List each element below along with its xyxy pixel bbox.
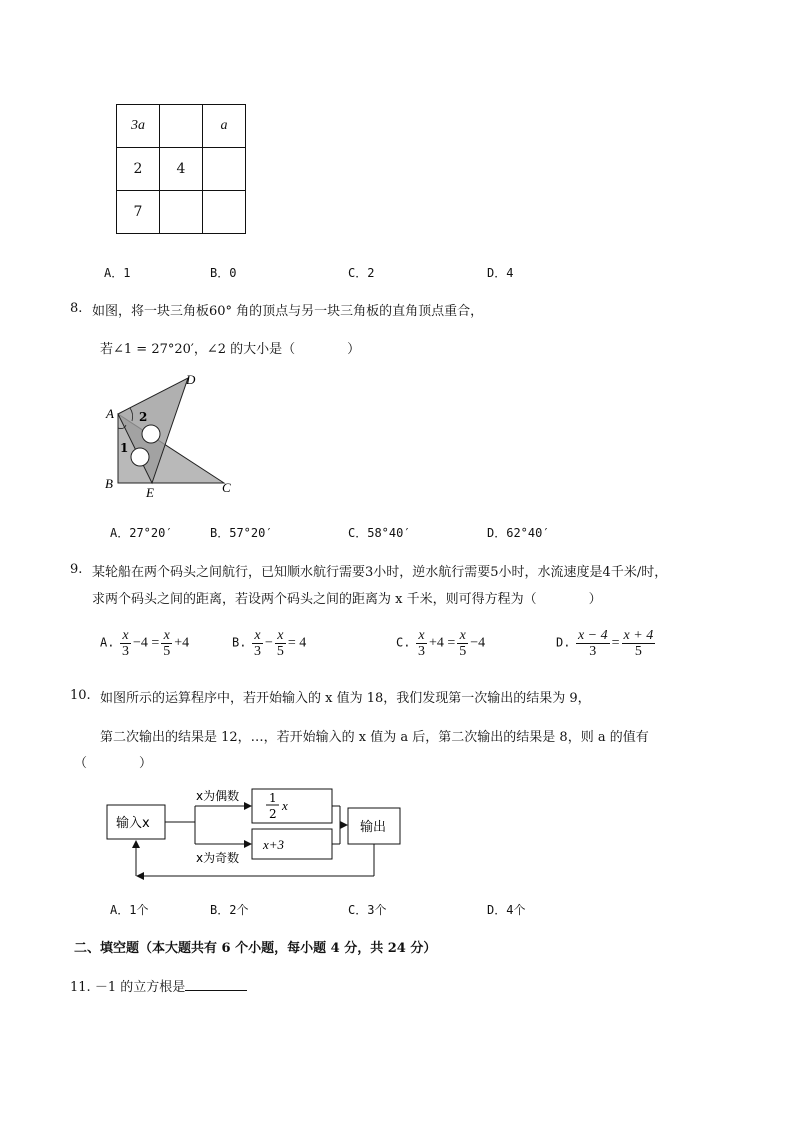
grid-cell xyxy=(160,105,203,148)
label-d: D xyxy=(186,372,196,387)
q11-text: －1 的立方根是 xyxy=(94,980,186,995)
q10-number: 10. xyxy=(70,688,91,703)
grid-cell xyxy=(203,148,246,191)
q10-line3: （ ） xyxy=(74,756,153,771)
label-angle-1: 1 xyxy=(120,441,129,455)
q8-option-b: B．57°20′ xyxy=(210,526,273,540)
q8-option-c: C．58°40′ xyxy=(348,526,411,540)
q9-option-a: A. $\frac{x}{3}$ −4 = $\frac{x}{5}$ +4 xyxy=(100,628,190,659)
q10-option-d: D．4个 xyxy=(487,903,526,917)
hole-circle xyxy=(142,425,160,443)
label-c: C xyxy=(222,480,231,495)
q9-option-d: D. $\frac{x - 4}{3}$ = $\frac{x + 4}{5}$ xyxy=(556,628,654,659)
q10-option-a: A．1个 xyxy=(110,903,149,917)
flow-half-den: 2 xyxy=(269,807,277,821)
q8-number: 8. xyxy=(70,301,83,316)
q7-option-c: C．2 xyxy=(348,266,375,280)
q9-option-b: B. $\frac{x}{3}$ − $\frac{x}{5}$ = 4 xyxy=(232,628,307,659)
q10-line1: 如图所示的运算程序中，若开始输入的 x 值为 18，我们发现第一次输出的结果为 9， xyxy=(100,691,591,706)
flow-half-var: x xyxy=(282,798,288,813)
grid-cell: 2 xyxy=(117,148,160,191)
hole-circle xyxy=(131,448,149,466)
section-2-title: 二、填空题（本大题共有 6 个小题，每小题 4 分，共 24 分） xyxy=(74,941,437,956)
q11-number: 11. xyxy=(70,980,91,995)
grid-cell xyxy=(160,191,203,234)
label-e: E xyxy=(146,485,154,500)
grid-cell: 7 xyxy=(117,191,160,234)
label-a: A xyxy=(106,406,114,421)
q8-option-d: D．62°40′ xyxy=(487,526,550,540)
grid-cell: a xyxy=(203,105,246,148)
q8-line1: 如图，将一块三角板60° 角的顶点与另一块三角板的直角顶点重合， xyxy=(92,304,484,319)
q9-line2: 求两个码头之间的距离，若设两个码头之间的距离为 x 千米，则可得方程为（ ） xyxy=(92,592,602,607)
label-b: B xyxy=(105,476,113,491)
q11 xyxy=(70,976,247,995)
answer-blank xyxy=(185,978,247,991)
q10-option-c: C．3个 xyxy=(348,903,387,917)
q7-option-d: D．4 xyxy=(487,266,514,280)
q9-option-c: C. $\frac{x}{3}$ +4 = $\frac{x}{5}$ −4 xyxy=(396,628,486,659)
grid-cell xyxy=(203,191,246,234)
flow-odd-label: x为奇数 xyxy=(196,851,240,865)
q10-option-b: B．2个 xyxy=(210,903,249,917)
flow-input-label: 输入x xyxy=(116,816,150,831)
label-angle-2: 2 xyxy=(139,410,148,424)
grid-cell: 3a xyxy=(117,105,160,148)
grid-cell: 4 xyxy=(160,148,203,191)
q9-number: 9. xyxy=(70,562,83,577)
flow-even-label: x为偶数 xyxy=(196,789,240,803)
flowchart-diagram xyxy=(100,780,420,885)
q7-option-b: B．0 xyxy=(210,266,237,280)
q8-option-a: A．27°20′ xyxy=(110,526,173,540)
flow-half-box xyxy=(252,789,332,823)
q7-option-a: A．1 xyxy=(104,266,131,280)
triangle-diagram xyxy=(100,370,250,500)
q9-line1: 某轮船在两个码头之间航行，已知顺水航行需要3小时，逆水航行需要5小时，水流速度是4千米/时， xyxy=(92,565,668,580)
flow-half-num: 1 xyxy=(269,791,277,805)
q8-line2: 若∠1 = 27°20′，∠2 的大小是（ ） xyxy=(100,342,361,357)
q10-line2: 第二次输出的结果是 12，…，若开始输入的 x 值为 a 后，第二次输出的结果是 8，则 a 的值有 xyxy=(100,730,649,745)
magic-grid xyxy=(116,104,246,234)
flow-output-label: 输出 xyxy=(360,820,387,835)
flow-plus3-label: x+3 xyxy=(263,837,285,852)
